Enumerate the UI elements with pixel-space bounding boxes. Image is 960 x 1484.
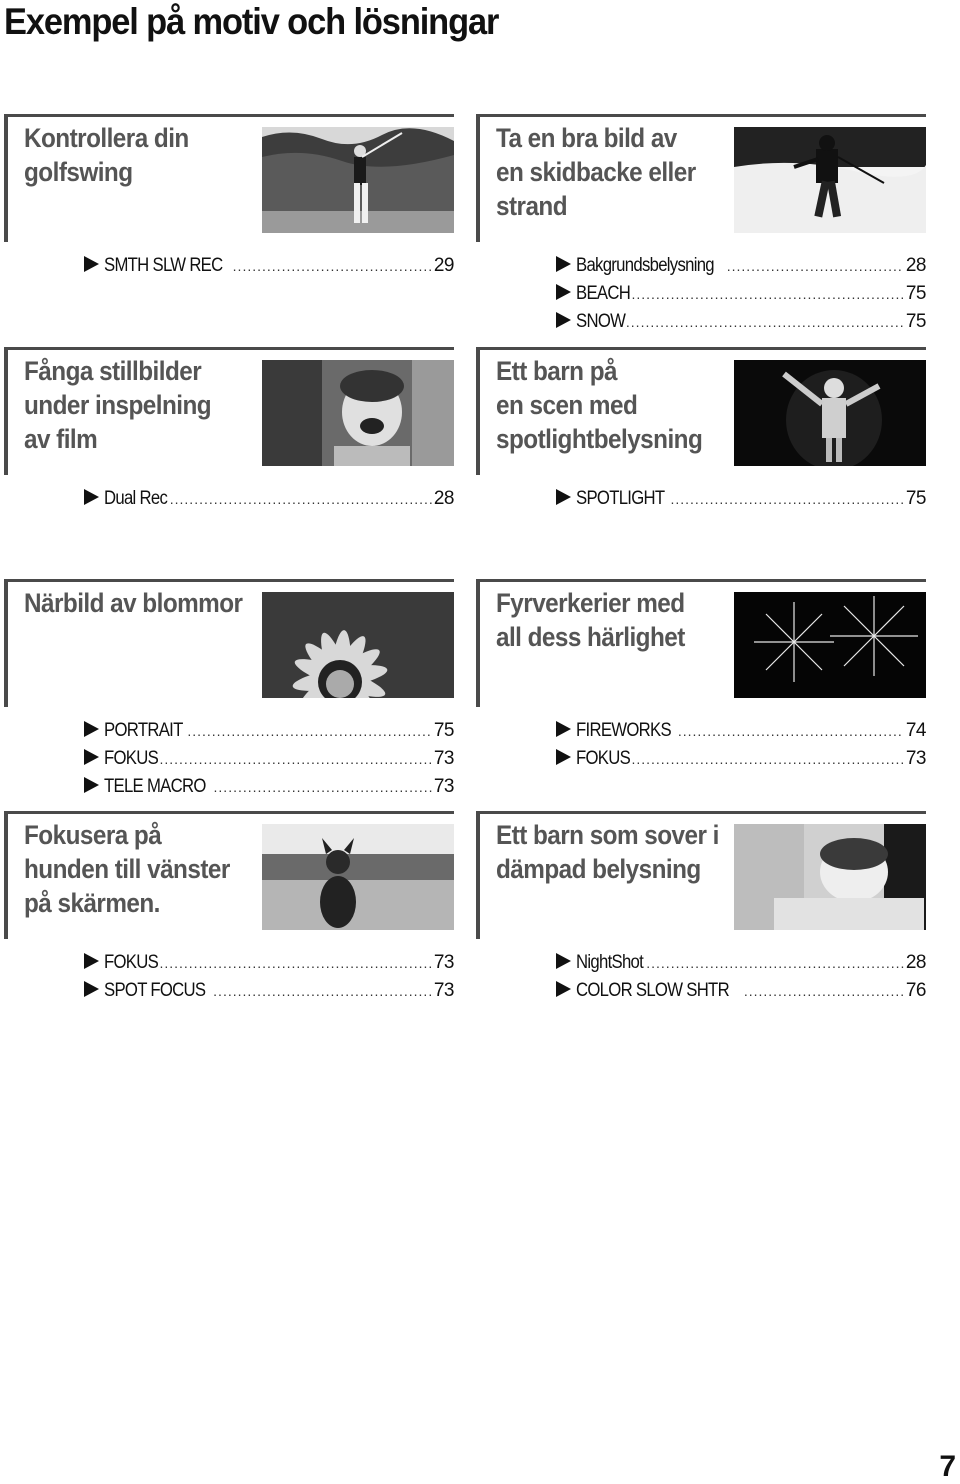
card-refs [556, 485, 926, 513]
card-refs [84, 485, 454, 513]
dog-on-beach-photo [262, 824, 454, 930]
child-on-stage-photo [734, 360, 926, 466]
card-refs [556, 252, 926, 336]
sleeping-child-photo [734, 824, 926, 930]
golfer-swing-photo [262, 127, 454, 233]
scene-card-golf [4, 114, 454, 242]
scene-title: Fånga stillbilder under inspelning av film [24, 356, 212, 454]
scene-title: Närbild av blommor [24, 588, 243, 618]
laughing-child-photo [262, 360, 454, 466]
reference-item[interactable]: SMTH SLW REC ..... 29 [84, 252, 454, 280]
scene-title: Ett barn som sover i dämpad belysning [496, 820, 719, 884]
card-refs [556, 949, 926, 1005]
reference-item[interactable]: FOKUS ..... 73 [556, 745, 926, 773]
page-number: 7 [939, 1450, 956, 1483]
scene-card-dual-rec [4, 347, 454, 475]
scene-title: Ett barn på en scen med spotlightbelysning [496, 356, 703, 454]
arrow-icon [84, 256, 99, 272]
scene-title: Fokusera på hunden till vänster på skärmen. [24, 820, 230, 918]
arrow-icon [556, 312, 571, 328]
scene-title: Fyrverkerier med all dess härlighet [496, 588, 685, 652]
scene-card-dog [4, 811, 454, 939]
reference-item[interactable]: FIREWORKS ..... 74 [556, 717, 926, 745]
reference-item[interactable]: FOKUS ..... 73 [84, 949, 454, 977]
reference-item[interactable]: Bakgrundsbelysning ..... 28 [556, 252, 926, 280]
reference-item[interactable]: Dual Rec ..... 28 [84, 485, 454, 513]
arrow-icon [84, 981, 99, 997]
card-refs [84, 949, 454, 1005]
scene-card-nightshot [476, 811, 926, 939]
scene-title: Ta en bra bild av en skidbacke eller strand [496, 123, 696, 221]
card-refs [556, 717, 926, 773]
fireworks-photo [734, 592, 926, 698]
arrow-icon [84, 749, 99, 765]
reference-item[interactable]: SPOT FOCUS ..... 73 [84, 977, 454, 1005]
reference-item[interactable]: PORTRAIT ..... 75 [84, 717, 454, 745]
reference-item[interactable]: COLOR SLOW SHTR ..... 76 [556, 977, 926, 1005]
arrow-icon [556, 256, 571, 272]
reference-item[interactable]: TELE MACRO ..... 73 [84, 773, 454, 801]
page-title: Exempel på motiv och lösningar [4, 1, 499, 42]
arrow-icon [84, 777, 99, 793]
reference-item[interactable]: SNOW ..... 75 [556, 308, 926, 336]
flower-closeup-photo [262, 592, 454, 698]
card-refs [84, 717, 454, 801]
arrow-icon [556, 721, 571, 737]
reference-item[interactable]: NightShot ..... 28 [556, 949, 926, 977]
arrow-icon [84, 953, 99, 969]
scene-card-spotlight [476, 347, 926, 475]
skier-photo [734, 127, 926, 233]
arrow-icon [556, 749, 571, 765]
arrow-icon [556, 953, 571, 969]
arrow-icon [556, 284, 571, 300]
reference-item[interactable]: FOKUS ..... 73 [84, 745, 454, 773]
reference-item[interactable]: BEACH ..... 75 [556, 280, 926, 308]
arrow-icon [556, 981, 571, 997]
scene-card-fireworks [476, 579, 926, 707]
arrow-icon [84, 489, 99, 505]
scene-card-ski [476, 114, 926, 242]
reference-item[interactable]: SPOTLIGHT ..... 75 [556, 485, 926, 513]
arrow-icon [556, 489, 571, 505]
scene-title: Kontrollera din golfswing [24, 123, 189, 187]
card-refs [84, 252, 454, 280]
scene-card-flower [4, 579, 454, 707]
arrow-icon [84, 721, 99, 737]
